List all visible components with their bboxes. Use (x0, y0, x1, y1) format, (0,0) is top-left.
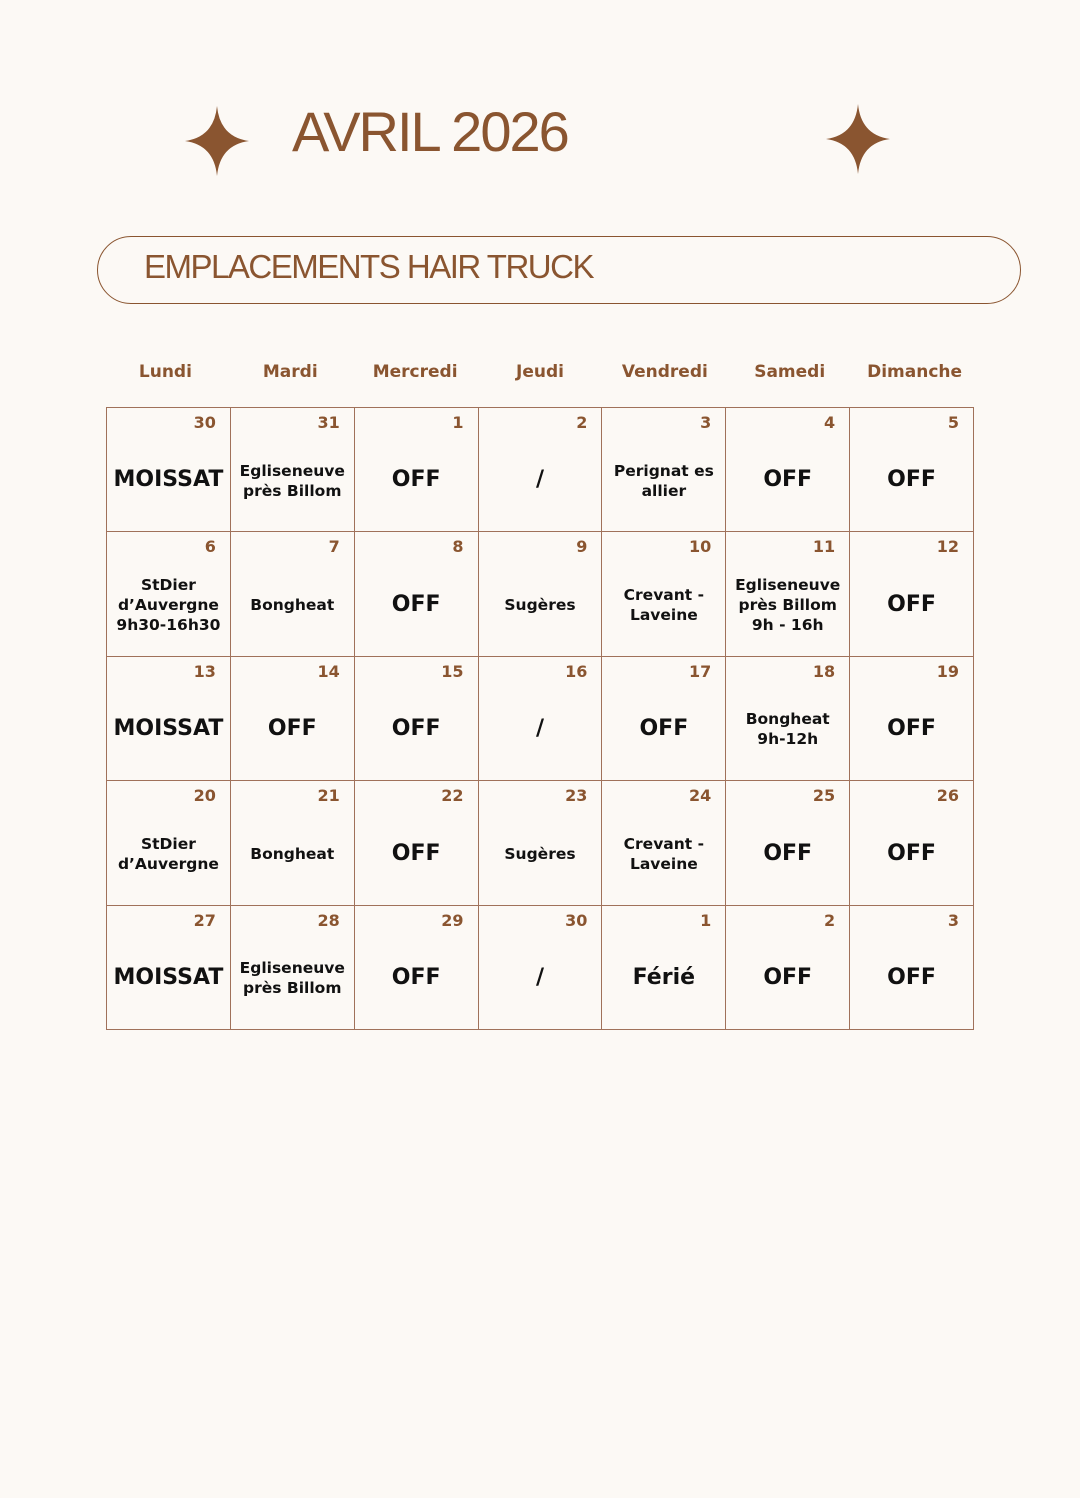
calendar-cell (850, 657, 974, 781)
location-text: OFF (639, 716, 689, 742)
location-text: Sugères (504, 596, 576, 615)
calendar-cell (107, 408, 231, 532)
calendar-cell (726, 657, 850, 781)
location-text: OFF (391, 965, 441, 990)
calendar-cell (355, 408, 479, 532)
location-text: / (535, 467, 545, 493)
location-text: OFF (391, 591, 441, 617)
location-text: OFF (887, 591, 936, 617)
date-number: 30 (565, 910, 588, 930)
calendar-grid (106, 407, 974, 1030)
location-text: OFF (391, 467, 441, 493)
calendar-cell (231, 408, 355, 532)
calendar-cell (602, 657, 726, 781)
location-text: OFF (391, 716, 441, 742)
date-number: 8 (452, 537, 464, 557)
location-text: Egliseneuve près Billom (239, 461, 345, 500)
date-number: 4 (824, 413, 836, 432)
calendar-cell (479, 781, 603, 905)
date-number: 7 (328, 537, 340, 557)
date-number: 2 (824, 910, 836, 930)
calendar-cell (850, 781, 974, 905)
location-text: StDier d’Auvergne 9h30-16h30 (116, 575, 221, 635)
location-text: OFF (391, 840, 441, 866)
calendar-cell (231, 781, 355, 905)
calendar-cell (107, 906, 231, 1030)
date-number: 11 (812, 537, 836, 557)
location-text: Bongheat (250, 596, 335, 615)
page-title: AVRIL 2026 (292, 100, 568, 163)
calendar-cell (231, 657, 355, 781)
date-number: 21 (317, 786, 340, 806)
calendar-cell (479, 906, 603, 1030)
location-text: OFF (887, 716, 936, 742)
subtitle-text: EMPLACEMENTS HAIR TRUCK (144, 248, 593, 285)
calendar-cell (602, 781, 726, 905)
location-text: MOISSAT (113, 467, 224, 493)
date-number: 18 (812, 661, 836, 681)
location-text: OFF (763, 840, 813, 866)
day-header-samedi: Samedi (754, 362, 826, 382)
location-text: / (535, 965, 545, 990)
location-text: Bongheat (250, 844, 335, 863)
weekday-header-row (103, 362, 977, 384)
date-number: 16 (565, 661, 588, 681)
calendar-cell (602, 532, 726, 656)
sparkle-star-icon (185, 106, 249, 176)
calendar-cell (850, 906, 974, 1030)
date-number: 26 (936, 786, 959, 806)
date-number: 27 (193, 910, 216, 930)
calendar-cell (355, 532, 479, 656)
calendar-cell (726, 408, 850, 532)
location-text: MOISSAT (113, 965, 224, 990)
calendar-cell (726, 532, 850, 656)
day-header-vendredi: Vendredi (621, 362, 708, 382)
calendar-cell (231, 532, 355, 656)
calendar-cell (355, 906, 479, 1030)
calendar-cell (107, 657, 231, 781)
date-number: 28 (317, 910, 340, 930)
calendar-cell (850, 532, 974, 656)
date-number: 29 (441, 910, 464, 930)
calendar-cell (726, 781, 850, 905)
location-text: Bongheat 9h-12h (745, 710, 830, 749)
date-number: 23 (565, 786, 588, 806)
calendar-cell (850, 408, 974, 532)
date-number: 19 (936, 661, 959, 681)
calendar-cell (355, 657, 479, 781)
location-text: OFF (267, 716, 317, 742)
date-number: 12 (936, 537, 959, 557)
location-text: Perignat es allier (613, 461, 714, 500)
day-header-jeudi: Jeudi (516, 362, 564, 382)
calendar-cell (479, 532, 603, 656)
date-number: 15 (441, 661, 464, 681)
location-text: Crevant - Laveine (623, 834, 705, 873)
date-number: 31 (317, 413, 340, 432)
calendar-cell (355, 781, 479, 905)
date-number: 6 (204, 537, 216, 557)
date-number: 22 (441, 786, 464, 806)
date-number: 20 (193, 786, 216, 806)
date-number: 1 (452, 413, 464, 432)
calendar-cell (602, 906, 726, 1030)
date-number: 17 (689, 661, 712, 681)
date-number: 5 (947, 413, 959, 432)
location-text: OFF (763, 965, 813, 990)
date-number: 10 (689, 537, 712, 557)
date-number: 14 (317, 661, 340, 681)
day-header-mercredi: Mercredi (372, 362, 458, 382)
location-text: Crevant - Laveine (623, 585, 705, 625)
date-number: 25 (812, 786, 836, 806)
date-number: 13 (193, 661, 216, 681)
location-text: Egliseneuve près Billom 9h - 16h (735, 575, 841, 635)
calendar-cell (602, 408, 726, 532)
calendar-cell (726, 906, 850, 1030)
day-header-dimanche: Dimanche (867, 362, 963, 382)
day-header-lundi: Lundi (138, 362, 192, 382)
calendar-cell (479, 657, 603, 781)
subtitle-banner (97, 236, 1021, 304)
date-number: 24 (689, 786, 712, 806)
calendar-cell (231, 906, 355, 1030)
date-number: 9 (576, 537, 588, 557)
date-number: 2 (576, 413, 588, 432)
location-text: OFF (887, 965, 936, 990)
sparkle-star-icon (826, 104, 890, 174)
calendar-cell (479, 408, 603, 532)
location-text: OFF (763, 467, 813, 493)
location-text: / (535, 716, 545, 742)
date-number: 30 (193, 413, 216, 432)
calendar-cell (107, 781, 231, 905)
location-text: MOISSAT (113, 716, 224, 742)
location-text: Sugères (504, 844, 576, 863)
day-header-mardi: Mardi (262, 362, 318, 382)
date-number: 3 (700, 413, 712, 432)
location-text: Férié (632, 965, 696, 990)
location-text: OFF (887, 840, 936, 866)
date-number: 1 (700, 910, 712, 930)
date-number: 3 (947, 910, 959, 930)
location-text: OFF (887, 467, 936, 493)
location-text: Egliseneuve près Billom (239, 959, 345, 998)
location-text: StDier d’Auvergne (117, 834, 219, 873)
calendar-cell (107, 532, 231, 656)
